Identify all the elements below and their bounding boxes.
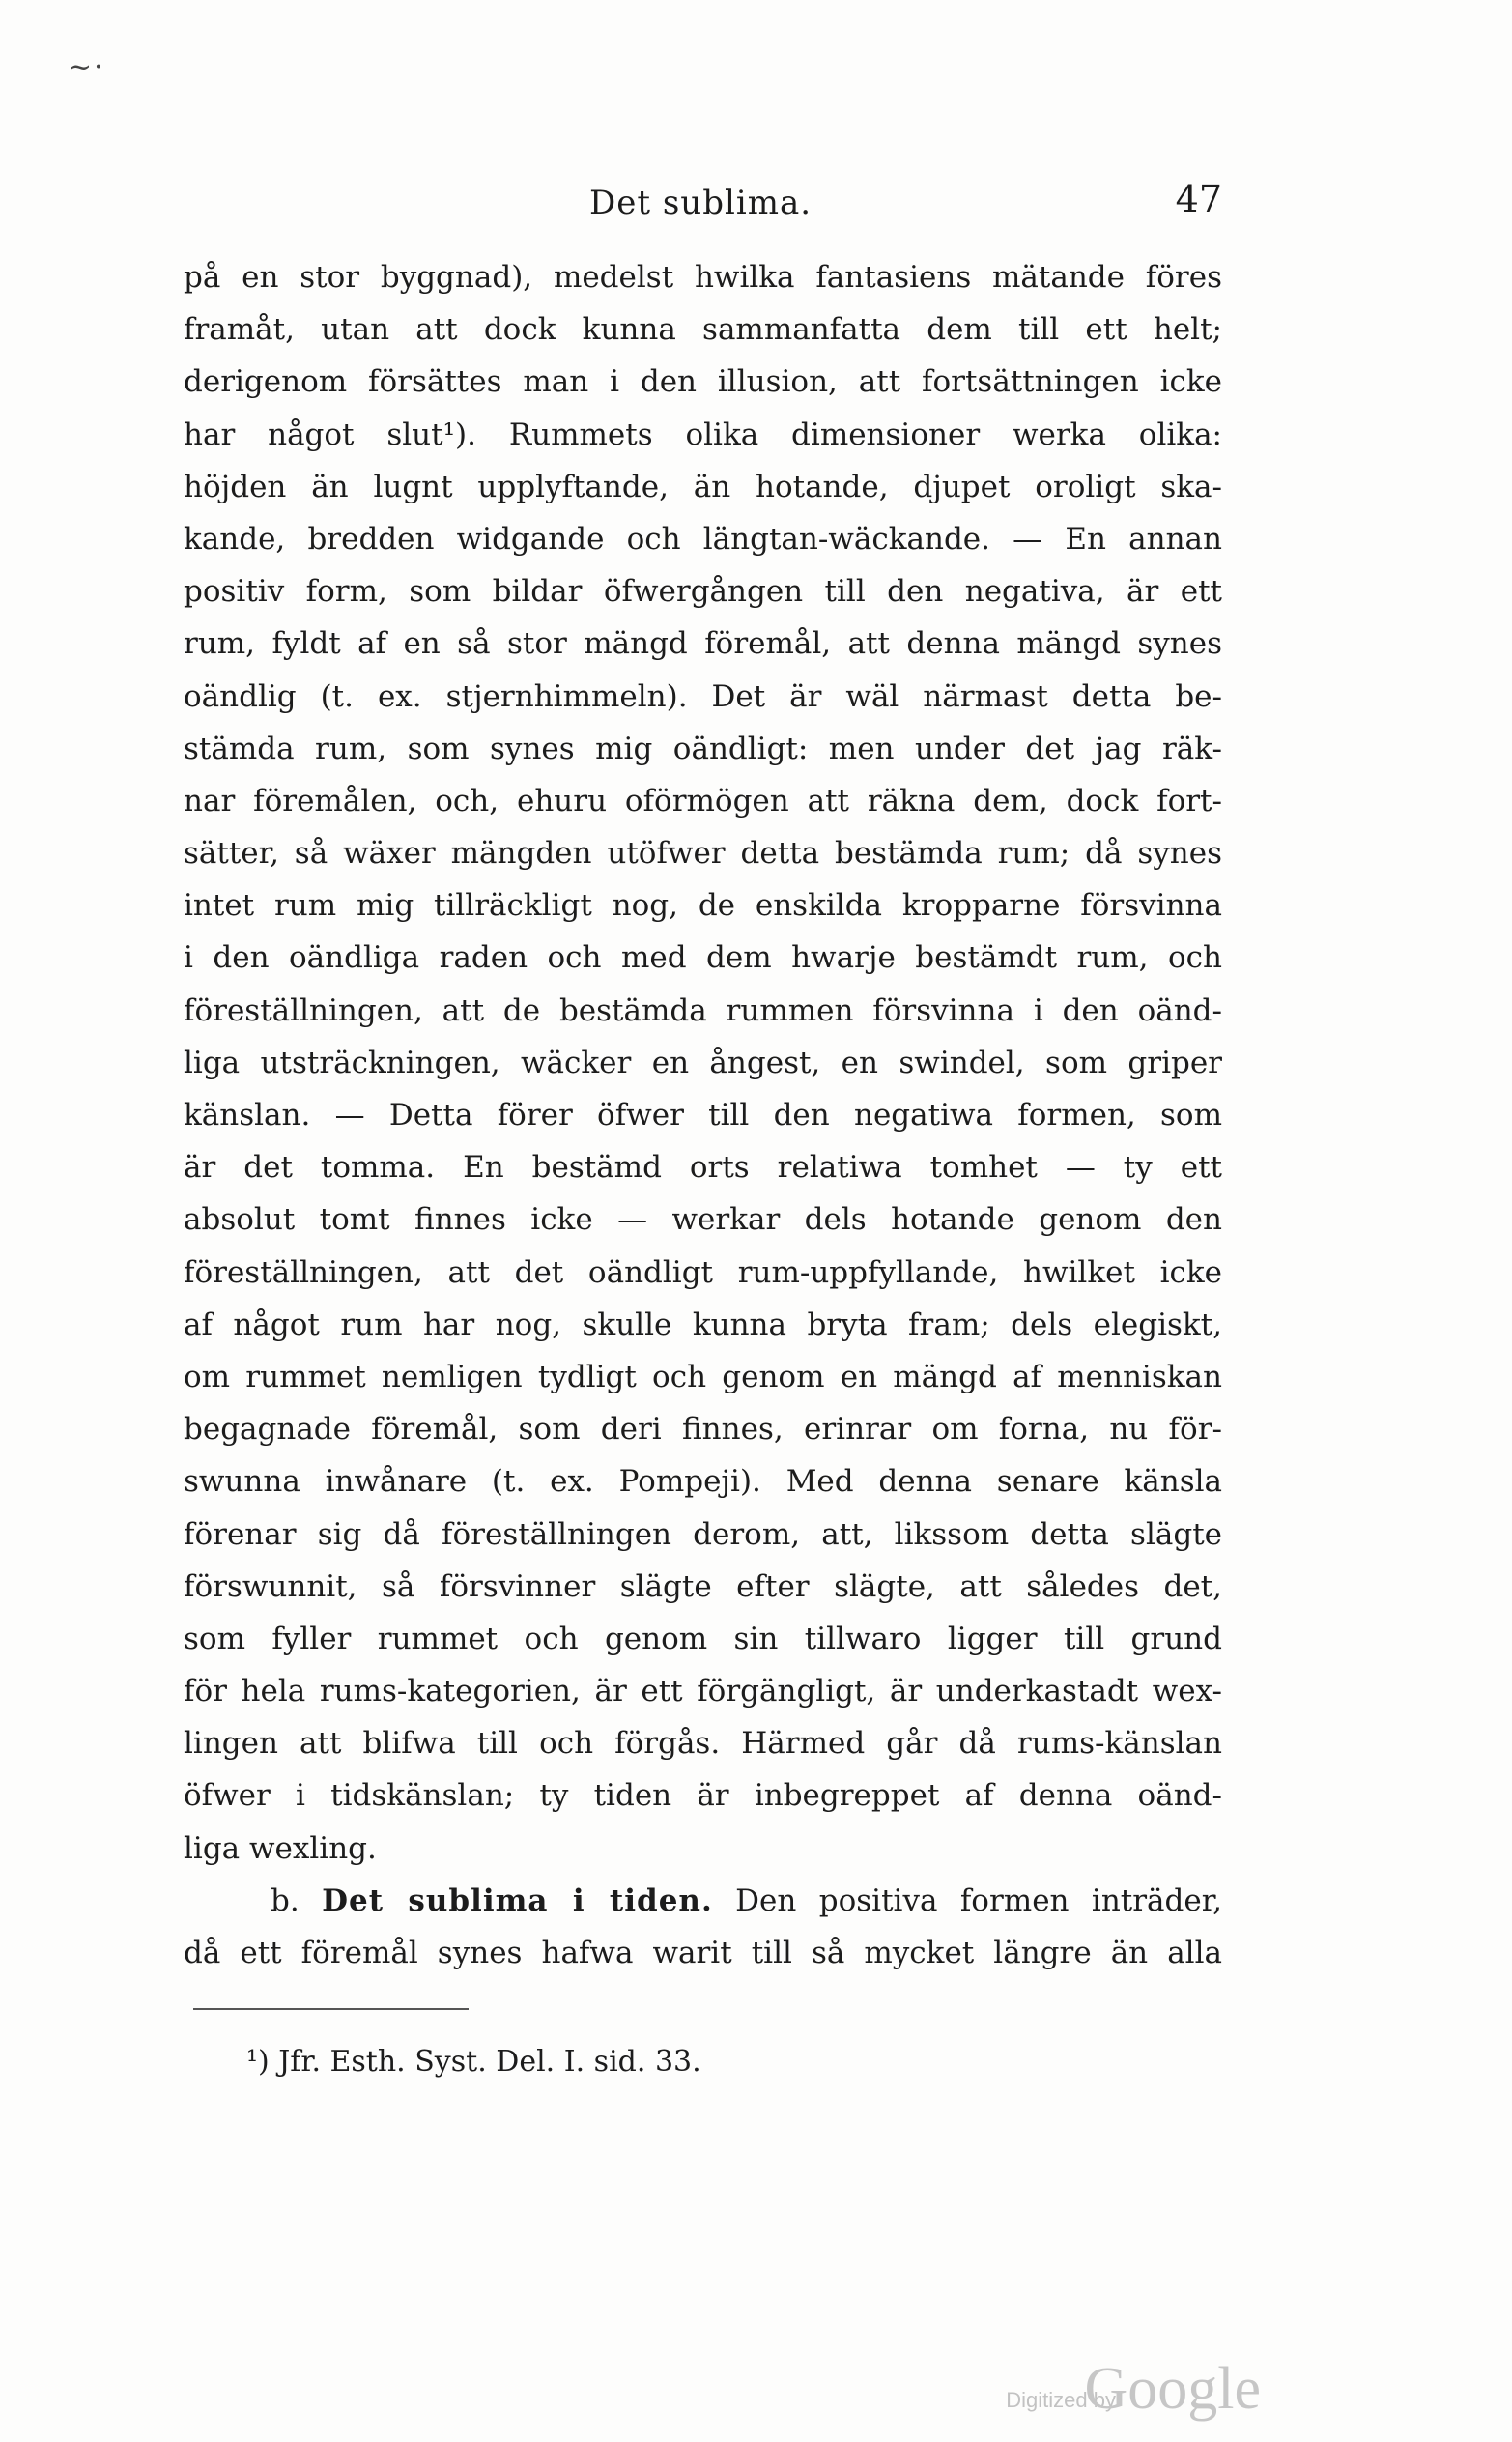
page-number: 47: [1175, 178, 1222, 220]
text-line: kande, bredden widgande och längtan-wäckande. — En annan: [184, 521, 1222, 557]
text-line: intet rum mig tillräckligt nog, de enskilda kropparne försvinna: [184, 888, 1222, 924]
text-line: för hela rums-kategorien, är ett förgängligt, är underkastadt wex-: [184, 1674, 1222, 1709]
text-line: är det tomma. En bestämd orts relatiwa tomhet — ty ett: [184, 1150, 1222, 1186]
text-line: swunna inwånare (t. ex. Pompeji). Med denna senare känsla: [184, 1464, 1222, 1500]
page-header: [184, 178, 1222, 232]
text-line: på en stor byggnad), medelst hwilka fantasiens mätande föres: [184, 260, 1222, 295]
text-line: känslan. — Detta förer öfwer till den negatiwa formen, som: [184, 1098, 1222, 1133]
text-line: derigenom försättes man i den illusion, att fortsättningen icke: [184, 364, 1222, 400]
section-title: Det sublima i tiden.: [322, 1882, 713, 1918]
text-line: föreställningen, att de bestämda rummen försvinna i den oänd-: [184, 992, 1222, 1028]
section-heading-line: [184, 1875, 1222, 1927]
section-label: b.: [271, 1882, 300, 1918]
text-line: har något slut¹). Rummets olika dimensioner werka olika:: [184, 417, 1222, 452]
text-line: då ett föremål synes hafwa warit till så mycket längre än alla: [184, 1936, 1222, 1970]
text-line: rum, fyldt af en så stor mängd föremål, att denna mängd synes: [184, 626, 1222, 662]
text-line: som fyller rummet och genom sin tillwaro ligger till grund: [184, 1621, 1222, 1656]
google-logo: Google: [1084, 2356, 1261, 2422]
text-line: föreställningen, att det oändligt rum-uppfyllande, hwilket icke: [184, 1254, 1222, 1290]
text-line: stämda rum, som synes mig oändligt: men under det jag räk-: [184, 731, 1222, 766]
watermark-label: Digitized by: [1006, 2388, 1116, 2412]
corner-mark: ~·: [68, 50, 105, 84]
text-line: höjden än lugnt upplyftande, än hotande, djupet oroligt ska-: [184, 469, 1222, 504]
footnote-rule: [193, 2008, 469, 2010]
text-line: om rummet nemligen tydligt och genom en mängd af menniskan: [184, 1359, 1222, 1394]
text-line: framåt, utan att dock kunna sammanfatta dem till ett helt;: [184, 312, 1222, 348]
text-line: positiv form, som bildar öfwergången till den negativa, är ett: [184, 574, 1222, 610]
footnote: ¹) Jfr. Esth. Syst. Del. I. sid. 33.: [246, 2045, 701, 2079]
text-line: i den oändliga raden och med dem hwarje bestämdt rum, och: [184, 940, 1222, 976]
text-line: lingen att blifwa till och förgås. Härmed går då rums-känslan: [184, 1726, 1222, 1762]
text-line: begagnade föremål, som deri finnes, erinrar om forna, nu för-: [184, 1412, 1222, 1448]
text-line: liga wexling.: [184, 1830, 377, 1866]
text-line: oändlig (t. ex. stjernhimmeln). Det är wäl närmast detta be-: [184, 678, 1222, 714]
text-line: förenar sig då föreställningen derom, att, likssom detta slägte: [184, 1516, 1222, 1552]
text-line: af något rum har nog, skulle kunna bryta fram; dels elegiskt,: [184, 1307, 1222, 1342]
text-line: absolut tomt finnes icke — werkar dels hotande genom den: [184, 1202, 1222, 1238]
text-line: öfwer i tidskänslan; ty tiden är inbegreppet af denna oänd-: [184, 1778, 1222, 1814]
digitization-watermark: [913, 2349, 1261, 2422]
running-head: Det sublima.: [589, 184, 813, 222]
text-line: förswunnit, så försvinner slägte efter slägte, att således det,: [184, 1568, 1222, 1604]
text-line: sätter, så wäxer mängden utöfwer detta bestämda rum; då synes: [184, 836, 1222, 872]
section-line-rest: Den positiva formen inträder,: [735, 1882, 1222, 1918]
body-text: [184, 251, 1222, 1979]
text-line: liga utsträckningen, wäcker en ångest, en swindel, som griper: [184, 1045, 1222, 1080]
text-line: nar föremålen, och, ehuru oförmögen att räkna dem, dock fort-: [184, 783, 1222, 819]
